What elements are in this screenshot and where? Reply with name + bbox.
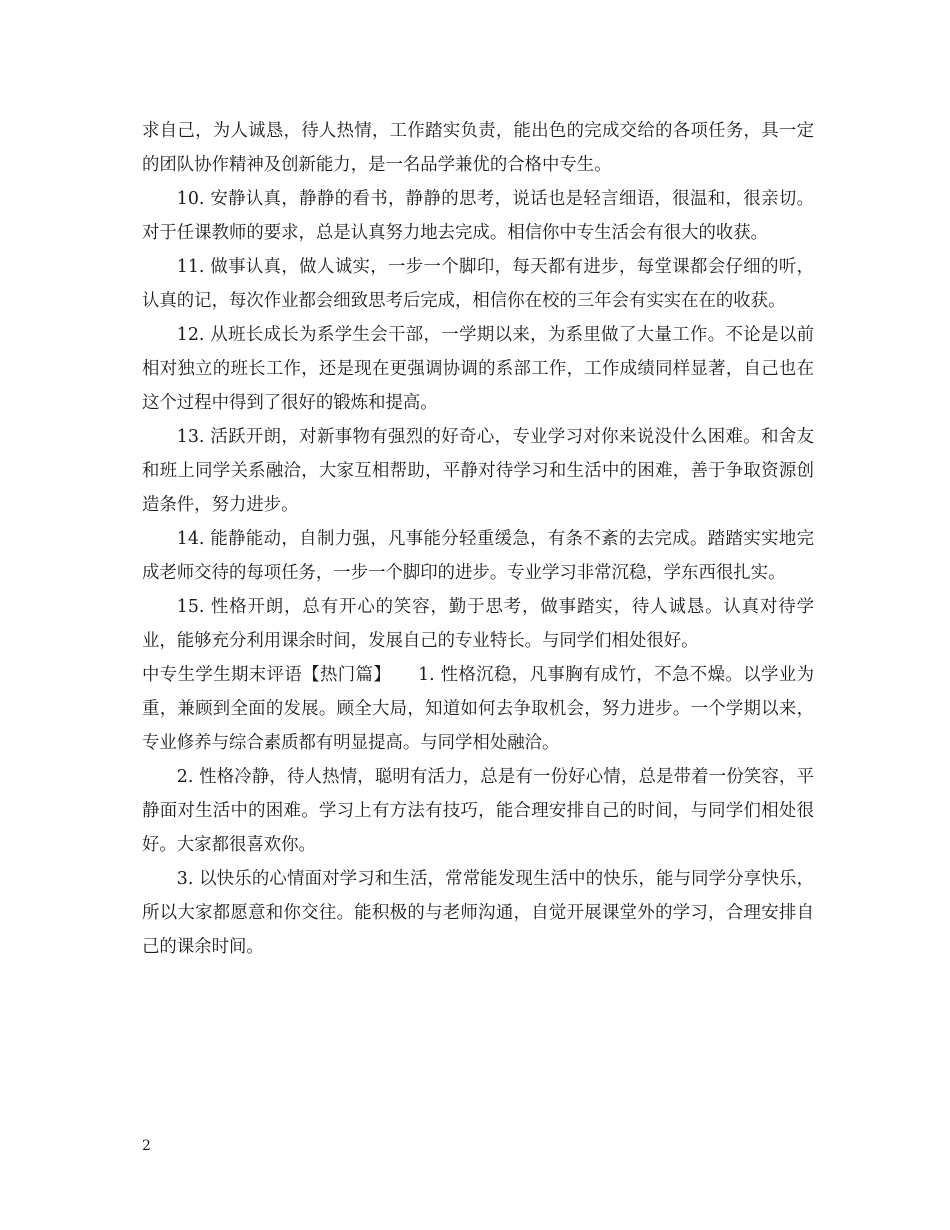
document-body [142,114,814,964]
paragraph-comment-13: 13. 活跃开朗，对新事物有强烈的好奇心，专业学习对你来说没什么困难。和舍友和班上同学关系融洽，大家互相帮助，平静对待学习和生活中的困难，善于争取资源创造条件，努力进步。 [142,427,814,515]
paragraph-comment-11: 11. 做事认真，做人诚实，一步一个脚印，每天都有进步，每堂课都会仔细的听，认真的记，每次作业都会细致思考后完成，相信你在校的三年会有实实在在的收获。 [142,257,814,311]
paragraph-comment-2: 2. 性格冷静，待人热情，聪明有活力，总是有一份好心情，总是带着一份笑容，平静面对生活中的困难。学习上有方法有技巧，能合理安排自己的时间，与同学们相处很好。大家都很喜欢你。 [142,767,814,855]
paragraph-comment-10: 10. 安静认真，静静的看书，静静的思考，说话也是轻言细语，很温和，很亲切。对于任课教师的要求，总是认真努力地去完成。相信你中专生活会有很大的收获。 [142,189,814,243]
paragraph-continuation: 求自己，为人诚恳，待人热情，工作踏实负责，能出色的完成交给的各项任务，具一定的团队协作精神及创新能力，是一名品学兼优的合格中专生。 [142,121,814,175]
page-number: 2 [142,1138,151,1154]
section-heading-paragraph: 中专生学生期末评语【热门篇】 1. 性格沉稳，凡事胸有成竹，不急不燥。以学业为重，兼顾到全面的发展。顾全大局，知道如何去争取机会，努力进步。一个学期以来，专业修养与综合素质都有明显提高。与同学相处融洽。 [142,665,814,753]
paragraph-comment-3: 3. 以快乐的心情面对学习和生活，常常能发现生活中的快乐，能与同学分享快乐，所以大家都愿意和你交往。能积极的与老师沟通，自觉开展课堂外的学习，合理安排自己的课余时间。 [142,869,814,957]
paragraph-comment-12: 12. 从班长成长为系学生会干部，一学期以来，为系里做了大量工作。不论是以前相对独立的班长工作，还是现在更强调协调的系部工作，工作成绩同样显著，自己也在这个过程中得到了很好的锻炼和提高。 [142,325,814,413]
paragraph-comment-14: 14. 能静能动，自制力强，凡事能分轻重缓急，有条不紊的去完成。踏踏实实地完成老师交待的每项任务，一步一个脚印的进步。专业学习非常沉稳，学东西很扎实。 [142,529,814,583]
paragraph-comment-15: 15. 性格开朗，总有开心的笑容，勤于思考，做事踏实，待人诚恳。认真对待学业，能够充分利用课余时间，发展自己的专业特长。与同学们相处很好。 [142,597,814,651]
